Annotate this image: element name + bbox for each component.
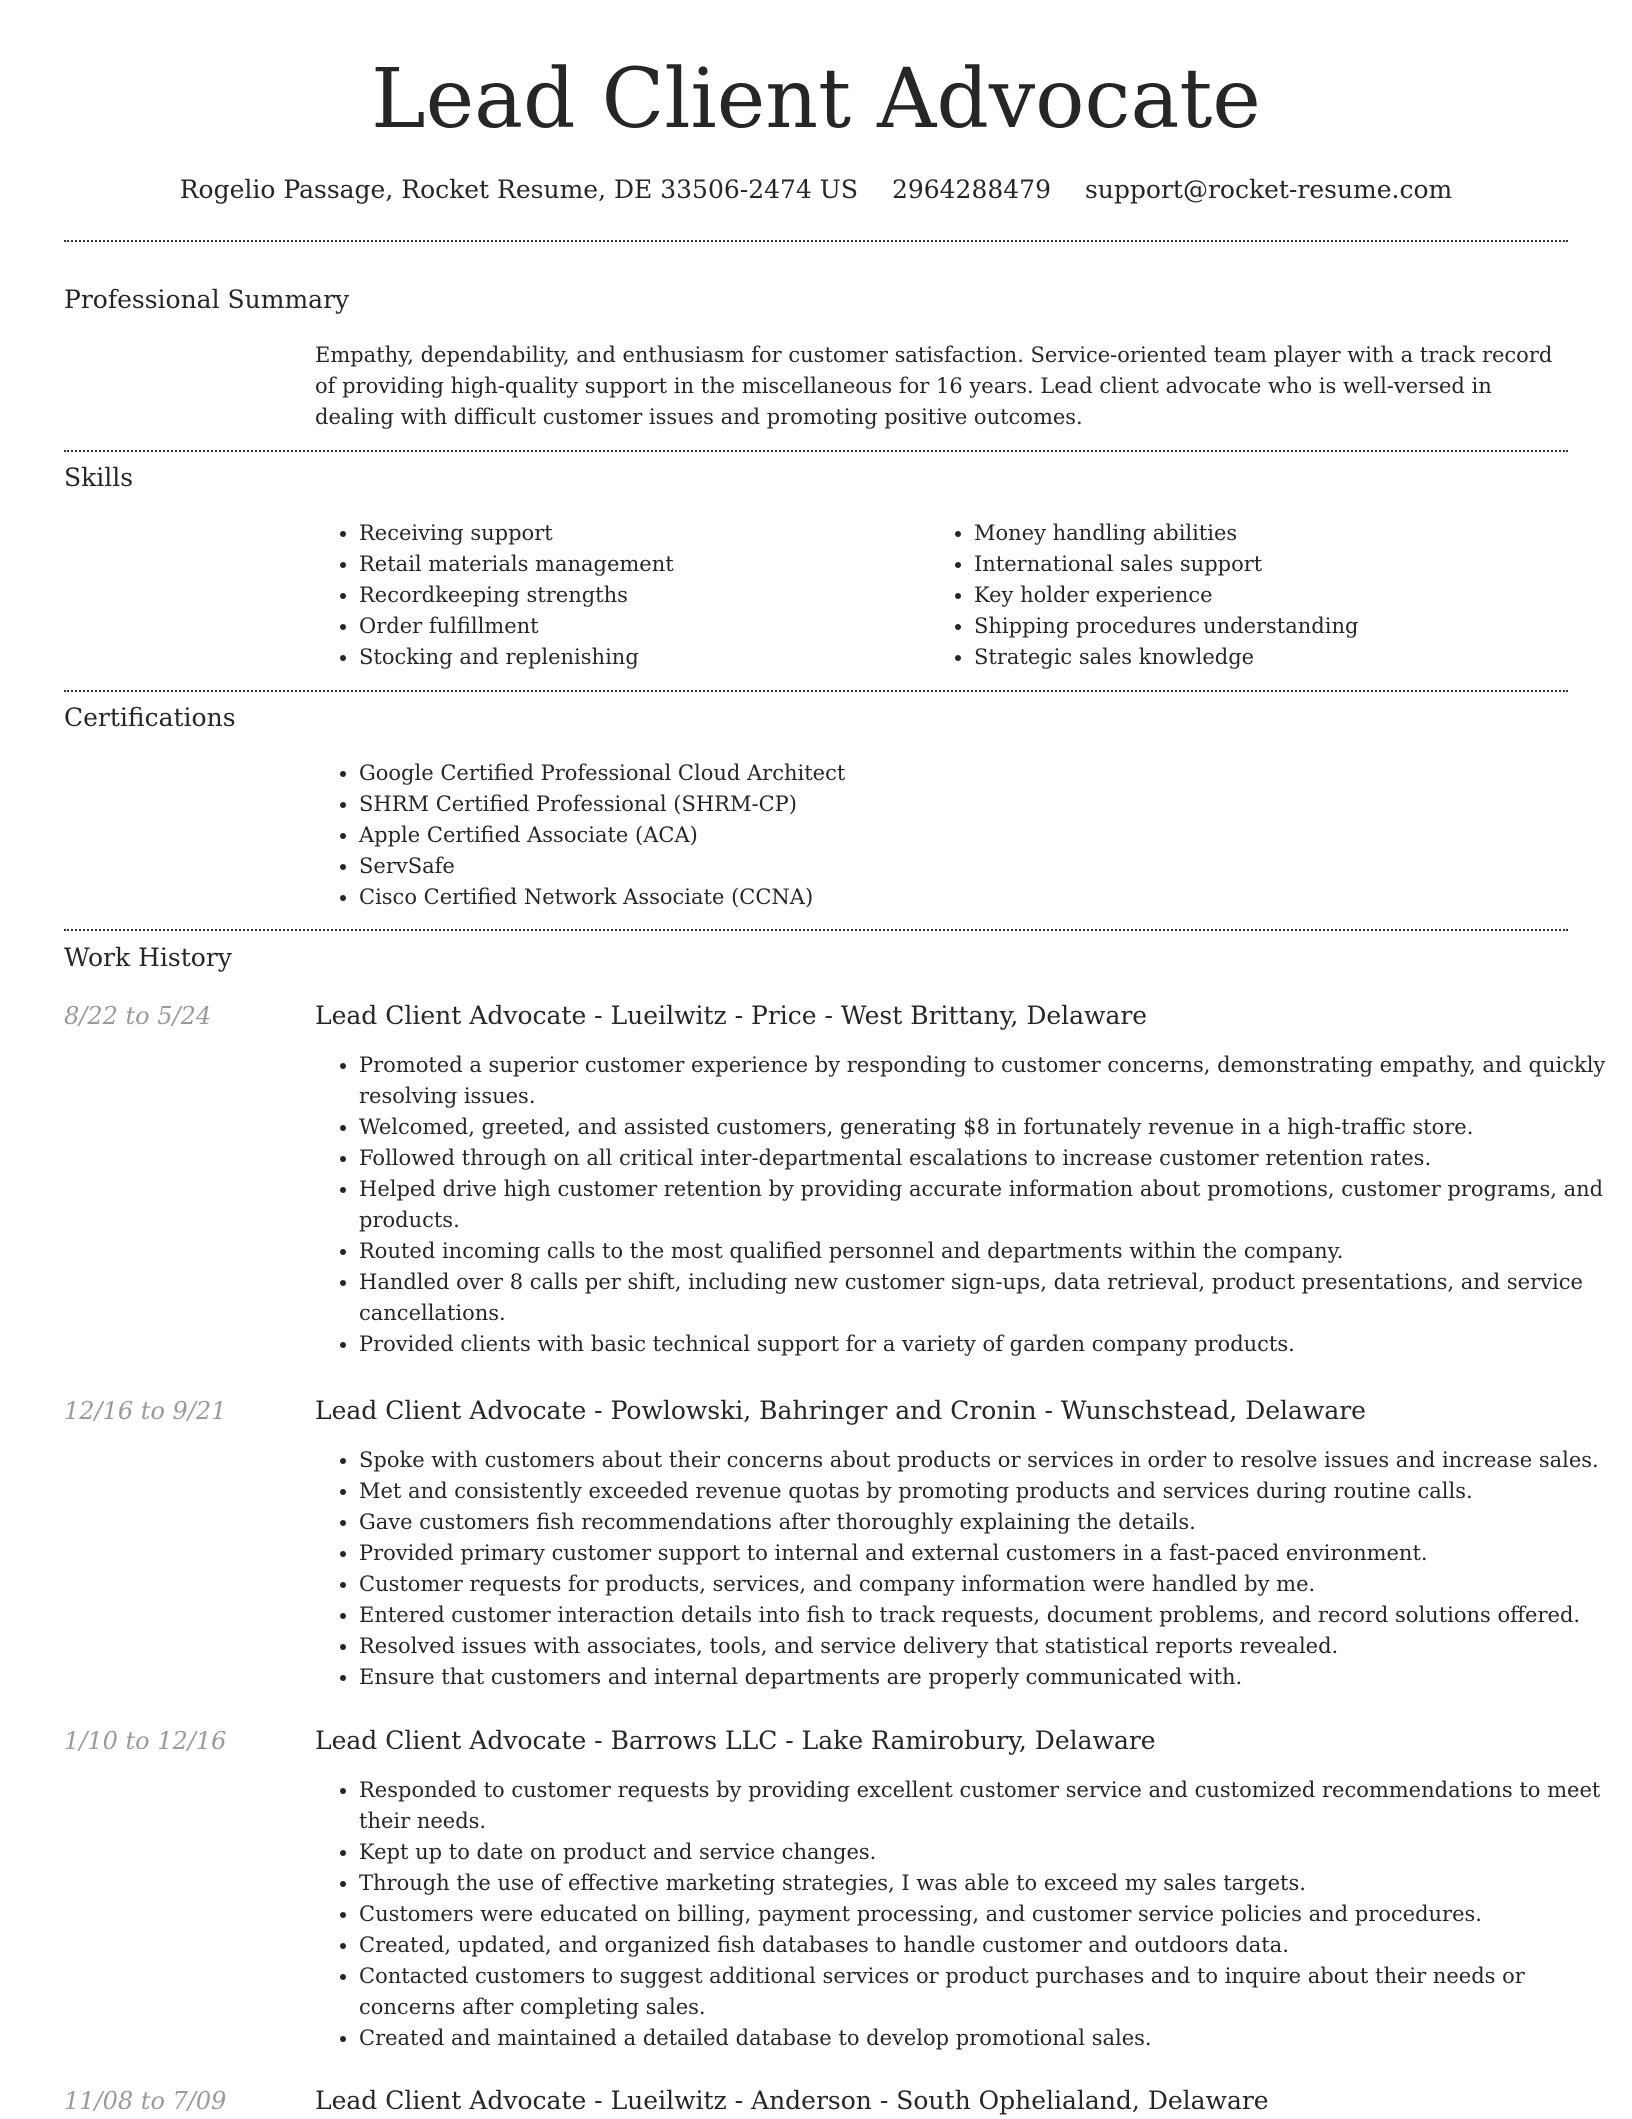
- duty-item: • Spoke with customers about their concerns about products or services in order to resolve issues and increase sales.: [359, 1445, 1609, 1476]
- certifications-list: [315, 758, 845, 913]
- skill-item: • Money handling abilities: [974, 518, 1358, 549]
- job-title: Lead Client Advocate - Powlowski, Bahringer and Cronin - Wunschstead, Delaware: [315, 1396, 1366, 1425]
- duty-item: • Ensure that customers and internal departments are properly communicated with.: [359, 1662, 1609, 1693]
- work-history-heading: Work History: [64, 943, 232, 972]
- skill-item: • Shipping procedures understanding: [974, 611, 1358, 642]
- duty-item: • Gave customers fish recommendations after thoroughly explaining the details.: [359, 1507, 1609, 1538]
- certification-item: • Google Certified Professional Cloud Architect: [359, 758, 845, 789]
- skill-item: • Strategic sales knowledge: [974, 642, 1358, 673]
- duty-item: • Customers were educated on billing, payment processing, and customer service policies and procedures.: [359, 1899, 1609, 1930]
- skill-item: • Recordkeeping strengths: [359, 580, 674, 611]
- job-title: Lead Client Advocate - Lueilwitz - Anderson - South Ophelialand, Delaware: [315, 2086, 1269, 2115]
- duty-item: • Through the use of effective marketing strategies, I was able to exceed my sales targets.: [359, 1868, 1609, 1899]
- summary-heading: Professional Summary: [64, 285, 350, 314]
- job-duties: [315, 1050, 1609, 1360]
- duty-item: • Provided primary customer support to internal and external customers in a fast-paced environment.: [359, 1538, 1609, 1569]
- skills-list-right: [930, 518, 1358, 673]
- job-dates: 12/16 to 9/21: [64, 1397, 227, 1425]
- duty-item: • Met and consistently exceeded revenue quotas by promoting products and services during routine calls.: [359, 1476, 1609, 1507]
- certification-item: • SHRM Certified Professional (SHRM-CP): [359, 789, 845, 820]
- certification-item: • Apple Certified Associate (ACA): [359, 820, 845, 851]
- duty-item: • Entered customer interaction details into fish to track requests, document problems, and record solutions offered.: [359, 1600, 1609, 1631]
- phone: 2964288479: [891, 175, 1051, 204]
- certification-item: • ServSafe: [359, 851, 845, 882]
- duty-item: • Contacted customers to suggest additional services or product purchases and to inquire about their needs or concerns after completing sales.: [359, 1961, 1609, 2023]
- skill-item: • Retail materials management: [359, 549, 674, 580]
- section-divider: [64, 240, 1568, 242]
- skills-heading: Skills: [64, 463, 134, 492]
- job-dates: 11/08 to 7/09: [64, 2087, 227, 2115]
- duty-item: • Routed incoming calls to the most qualified personnel and departments within the company.: [359, 1236, 1609, 1267]
- skill-item: • Order fulfillment: [359, 611, 674, 642]
- duty-item: • Resolved issues with associates, tools, and service delivery that statistical reports revealed.: [359, 1631, 1609, 1662]
- contact-line: [0, 170, 1632, 210]
- duty-item: • Responded to customer requests by providing excellent customer service and customized recommendations to meet their needs.: [359, 1775, 1609, 1837]
- skills-list-left: [315, 518, 674, 673]
- duty-item: • Kept up to date on product and service changes.: [359, 1837, 1609, 1868]
- skill-item: • Key holder experience: [974, 580, 1358, 611]
- job-duties: [315, 1445, 1609, 1693]
- job-dates: 1/10 to 12/16: [64, 1727, 227, 1755]
- candidate-name: Lead Client Advocate: [371, 52, 1261, 147]
- job-duties: [315, 1775, 1609, 2054]
- duty-item: • Created, updated, and organized fish databases to handle customer and outdoors data.: [359, 1930, 1609, 1961]
- duty-item: • Helped drive high customer retention by providing accurate information about promotions, customer programs, and products.: [359, 1174, 1609, 1236]
- job-title: Lead Client Advocate - Barrows LLC - Lake Ramirobury, Delaware: [315, 1726, 1156, 1755]
- certification-item: • Cisco Certified Network Associate (CCNA): [359, 882, 845, 913]
- duty-item: • Followed through on all critical inter-departmental escalations to increase customer retention rates.: [359, 1143, 1609, 1174]
- skill-item: • Stocking and replenishing: [359, 642, 674, 673]
- duty-item: • Created and maintained a detailed database to develop promotional sales.: [359, 2023, 1609, 2054]
- duty-item: • Handled over 8 calls per shift, including new customer sign-ups, data retrieval, product presentations, and service cancellations.: [359, 1267, 1609, 1329]
- duty-item: • Provided clients with basic technical support for a variety of garden company products.: [359, 1329, 1609, 1360]
- skill-item: • International sales support: [974, 549, 1358, 580]
- job-dates: 8/22 to 5/24: [64, 1002, 212, 1030]
- skill-item: • Receiving support: [359, 518, 674, 549]
- duty-item: • Welcomed, greeted, and assisted customers, generating $8 in fortunately revenue in a high-traffic store.: [359, 1112, 1609, 1143]
- duty-item: • Promoted a superior customer experience by responding to customer concerns, demonstrating empathy, and quickly resolving issues.: [359, 1050, 1609, 1112]
- job-title: Lead Client Advocate - Lueilwitz - Price - West Brittany, Delaware: [315, 1001, 1148, 1030]
- duty-item: • Customer requests for products, services, and company information were handled by me.: [359, 1569, 1609, 1600]
- section-divider: [64, 690, 1568, 692]
- address: Rogelio Passage, Rocket Resume, DE 33506-2474 US: [179, 175, 858, 204]
- summary-text: Empathy, dependability, and enthusiasm for customer satisfaction. Service-oriented team player with a track record of providing high-quality support in the miscellaneous for 16 years. Lead client advocate who is well-versed in dealing with difficult customer issues and promoting positive outcomes.: [315, 343, 1553, 429]
- email: support@rocket-resume.com: [1084, 175, 1453, 204]
- section-divider: [64, 450, 1568, 452]
- certifications-heading: Certifications: [64, 703, 236, 732]
- section-divider: [64, 929, 1568, 931]
